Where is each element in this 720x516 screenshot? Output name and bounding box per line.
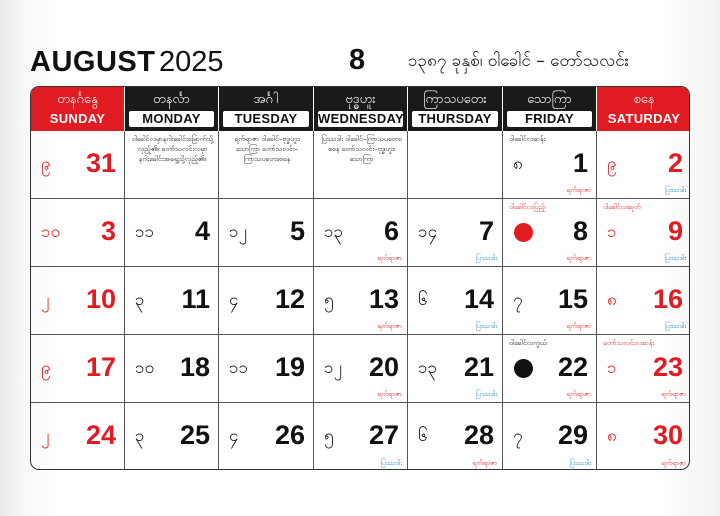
myanmar-day-number: ၉: [41, 154, 51, 174]
myanmar-day-number: ၈: [513, 154, 523, 174]
cell-note: ဝါခေါင်လဆုတ်: [603, 203, 641, 211]
full-moon-icon: [514, 223, 533, 242]
day-tag: ရက်ရာဇာ: [566, 322, 591, 330]
day-number: 2: [667, 148, 683, 178]
day-number: 22: [557, 352, 588, 382]
day-cell-8[interactable]: [503, 199, 597, 267]
day-number: 26: [274, 420, 305, 450]
weekday-mm-label: သောကြာ: [527, 92, 572, 107]
weekday-en-label: SATURDAY: [607, 111, 681, 126]
day-number: 5: [289, 216, 305, 246]
day-cell-20[interactable]: [314, 335, 408, 403]
myanmar-day-number: ၁၀: [135, 358, 155, 378]
myanmar-day-number: ၉: [41, 358, 51, 378]
day-tag: ပြဿဒါး: [664, 254, 686, 262]
day-cell-12[interactable]: [219, 267, 314, 335]
day-number: 23: [652, 352, 683, 382]
myanmar-day-number: ၁၄: [418, 222, 438, 242]
day-tag: ပြဿဒါး: [475, 322, 497, 330]
day-number: 30: [652, 420, 683, 450]
calendar-grid: [30, 86, 690, 470]
day-cell-6[interactable]: [314, 199, 408, 267]
day-number: 6: [383, 216, 399, 246]
day-cell-29[interactable]: [503, 403, 597, 470]
day-number: 4: [194, 216, 210, 246]
myanmar-day-number: ၅: [324, 290, 334, 310]
day-number: 29: [557, 420, 588, 450]
day-cell-13[interactable]: [314, 267, 408, 335]
weekday-header-wednesday: [314, 87, 408, 131]
day-cell-10[interactable]: [31, 267, 125, 335]
day-cell-24[interactable]: [31, 403, 125, 470]
day-cell-28[interactable]: [408, 403, 503, 470]
day-tag: ပြဿဒါး: [569, 459, 591, 467]
month-number: 8: [349, 44, 366, 76]
myanmar-day-number: ၁၃: [418, 358, 438, 378]
day-cell-9[interactable]: [597, 199, 690, 267]
day-cell-22[interactable]: [503, 335, 597, 403]
myanmar-day-number: ၁: [607, 222, 617, 242]
day-cell-14[interactable]: [408, 267, 503, 335]
day-number: 1: [572, 148, 588, 178]
day-number: 3: [100, 216, 116, 246]
myanmar-month-title: ၁၃၈၇ ခုနှစ်၊ ဝါခေါင် – တော်သလင်း: [408, 51, 629, 71]
day-tag: ပြဿဒါး: [475, 254, 497, 262]
myanmar-day-number: ၉: [607, 154, 617, 174]
myanmar-day-number: ၁၁: [135, 222, 155, 242]
weekday-header-saturday: [597, 87, 690, 131]
cell-note: ရက်ရာဇာ ဝါခေါင်–ဗုဒ္ဓဟူး၊သောကြာ တော်သလင်း–ကြာသပတေး၊စနေ: [234, 135, 300, 163]
weekday-header-sunday: [31, 87, 125, 131]
cell-note: ဝါခေါင်လမှာနဂါးခေါင်းမြောက်သို့လှည့်၏။ တော်သလင်းလမှာနဂါးခေါင်းအရှေ့သို့လှည့်၏။: [131, 135, 214, 163]
day-tag: ရက်ရာဇာ: [566, 254, 591, 262]
weekday-header-tuesday: [219, 87, 314, 131]
weekday-en-label: WEDNESDAY: [318, 111, 405, 126]
myanmar-day-number: ၁၃: [324, 222, 344, 242]
day-cell-31[interactable]: [31, 131, 125, 199]
myanmar-day-number: ၃: [135, 290, 145, 310]
weekday-en-label: SUNDAY: [49, 111, 106, 126]
weekday-mm-label: အင်္ဂါ: [253, 92, 279, 107]
weekday-header-thursday: [408, 87, 503, 131]
myanmar-day-number: ၁: [607, 358, 617, 378]
weekday-header-friday: [503, 87, 597, 131]
weekday-mm-label: ကြာသပတေး: [423, 92, 487, 107]
new-moon-icon: [514, 359, 533, 378]
weekday-en-label: MONDAY: [129, 111, 214, 127]
day-number: 12: [274, 284, 305, 314]
day-number: 27: [368, 420, 399, 450]
day-tag: ပြဿဒါး: [475, 390, 497, 398]
cell-note: ဝါခေါင်လပြည့်: [509, 203, 546, 211]
day-cell-15[interactable]: [503, 267, 597, 335]
weekday-header-monday: [125, 87, 219, 131]
day-number: 7: [478, 216, 494, 246]
day-cell-17[interactable]: [31, 335, 125, 403]
day-cell-2[interactable]: [597, 131, 690, 199]
weekday-en-label: FRIDAY: [507, 111, 592, 127]
myanmar-day-number: ၂: [41, 290, 50, 310]
day-number: 21: [463, 352, 494, 382]
myanmar-day-number: ၂: [41, 426, 50, 446]
myanmar-day-number: ၇: [513, 426, 523, 446]
weekday-en-label: TUESDAY: [223, 111, 309, 127]
day-cell-26[interactable]: [219, 403, 314, 470]
day-number: 16: [652, 284, 683, 314]
myanmar-day-number: ၃: [135, 426, 145, 446]
day-tag: ရက်ရာဇာ: [377, 390, 402, 398]
year-title: 2025: [159, 46, 224, 78]
day-cell-25[interactable]: [125, 403, 219, 470]
day-tag: ပြဿဒါး: [664, 322, 686, 330]
day-number: 10: [85, 284, 116, 314]
myanmar-day-number: ၁၀: [41, 222, 61, 242]
myanmar-day-number: ၆: [418, 290, 428, 310]
weekday-mm-label: ဗုဒ္ဓဟူး: [345, 92, 376, 107]
day-cell-7[interactable]: [408, 199, 503, 267]
day-cell-11[interactable]: [125, 267, 219, 335]
day-number: 24: [85, 420, 116, 450]
day-number: 13: [368, 284, 399, 314]
day-number: 15: [557, 284, 588, 314]
day-number: 31: [85, 148, 116, 178]
cell-note: ဝါခေါင်လဆန်း: [509, 135, 546, 143]
myanmar-day-number: ၄: [229, 290, 239, 310]
day-cell-19[interactable]: [219, 335, 314, 403]
myanmar-day-number: ၈: [607, 290, 617, 310]
day-cell-27[interactable]: [314, 403, 408, 470]
day-cell-empty[interactable]: [219, 131, 314, 199]
month-title: AUGUST: [30, 46, 156, 78]
myanmar-day-number: ၆: [418, 426, 428, 446]
myanmar-day-number: ၅: [324, 426, 334, 446]
weekday-mm-label: တနင်္လာ: [153, 92, 190, 107]
cell-note: ပြဿဒါး ဝါခေါင်–ကြာသပတေး၊စနေ တော်သလင်း–ဗုဒ္ဓဟူး၊သောကြာ: [321, 135, 402, 163]
day-number: 11: [181, 284, 210, 314]
day-tag: ရက်ရာဇာ: [472, 459, 497, 467]
myanmar-day-number: ၇: [513, 290, 523, 310]
day-number: 28: [463, 420, 494, 450]
myanmar-day-number: ၈: [607, 426, 617, 446]
day-tag: ရက်ရာဇာ: [661, 459, 686, 467]
day-cell-1[interactable]: [503, 131, 597, 199]
day-cell-23[interactable]: [597, 335, 690, 403]
day-number: 17: [85, 352, 116, 382]
day-cell-empty[interactable]: [314, 131, 408, 199]
day-tag: ရက်ရာဇာ: [566, 186, 591, 194]
day-number: 19: [274, 352, 305, 382]
weekday-mm-label: စနေ: [633, 92, 655, 107]
myanmar-day-number: ၁၂: [324, 358, 342, 378]
day-tag: ပြဿဒါး: [664, 186, 686, 194]
day-cell-4[interactable]: [125, 199, 219, 267]
day-cell-16[interactable]: [597, 267, 690, 335]
day-number: 18: [179, 352, 210, 382]
cell-note: ဝါခေါင်လကွယ်: [509, 339, 547, 347]
day-cell-30[interactable]: [597, 403, 690, 470]
day-number: 9: [667, 216, 683, 246]
weekday-en-label: THURSDAY: [412, 111, 498, 127]
day-number: 20: [368, 352, 399, 382]
myanmar-day-number: ၁၂: [229, 222, 247, 242]
day-tag: ရက်ရာဇာ: [661, 390, 686, 398]
myanmar-day-number: ၁၁: [229, 358, 249, 378]
day-tag: ရက်ရာဇာ: [566, 390, 591, 398]
day-cell-3[interactable]: [31, 199, 125, 267]
day-cell-empty[interactable]: [408, 131, 503, 199]
weekday-mm-label: တနင်္ဂနွေ: [57, 92, 98, 107]
cell-note: တော်သလင်းလဆန်း: [603, 339, 655, 347]
day-number: 25: [179, 420, 210, 450]
day-tag: ရက်ရာဇာ: [377, 254, 402, 262]
day-number: 14: [463, 284, 494, 314]
day-cell-21[interactable]: [408, 335, 503, 403]
day-tag: ပြဿဒါး: [380, 459, 402, 467]
day-cell-empty[interactable]: [125, 131, 219, 199]
myanmar-day-number: ၄: [229, 426, 239, 446]
day-cell-5[interactable]: [219, 199, 314, 267]
day-tag: ရက်ရာဇာ: [377, 322, 402, 330]
day-cell-18[interactable]: [125, 335, 219, 403]
day-number: 8: [572, 216, 588, 246]
